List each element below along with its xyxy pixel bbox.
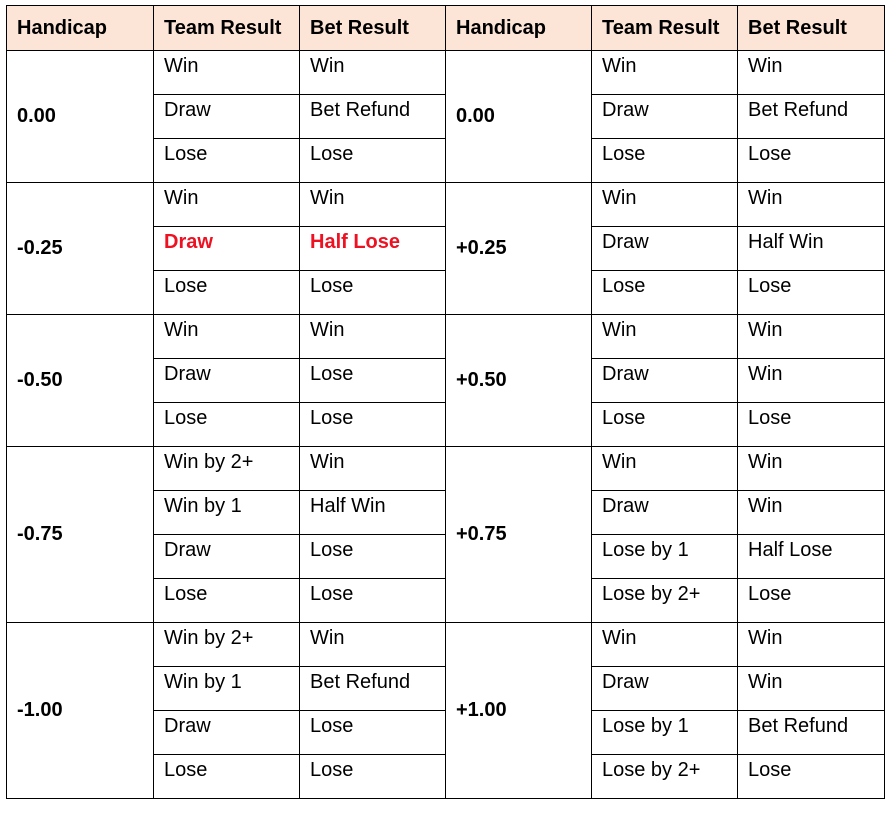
bet-result-cell-left: Lose bbox=[300, 711, 446, 755]
team-result-cell-right: Lose by 1 bbox=[592, 535, 738, 579]
bet-result-cell-right: Half Lose bbox=[738, 535, 885, 579]
handicap-results-table bbox=[6, 5, 885, 799]
team-result-cell-right: Win bbox=[592, 51, 738, 95]
bet-result-cell-right: Win bbox=[738, 359, 885, 403]
team-result-cell-left: Draw bbox=[154, 95, 300, 139]
handicap-cell-right: +0.25 bbox=[446, 183, 592, 315]
team-result-cell-right: Win bbox=[592, 447, 738, 491]
team-result-cell-left: Win bbox=[154, 183, 300, 227]
handicap-cell-left: -0.50 bbox=[7, 315, 154, 447]
team-result-cell-right: Draw bbox=[592, 95, 738, 139]
bet-result-cell-right: Lose bbox=[738, 755, 885, 799]
handicap-cell-left: -0.25 bbox=[7, 183, 154, 315]
bet-result-cell-left: Bet Refund bbox=[300, 95, 446, 139]
team-result-cell-left: Draw bbox=[154, 535, 300, 579]
bet-result-cell-left: Half Win bbox=[300, 491, 446, 535]
bet-result-cell-right: Win bbox=[738, 447, 885, 491]
bet-result-cell-left: Half Lose bbox=[300, 227, 446, 271]
bet-result-cell-right: Win bbox=[738, 315, 885, 359]
team-result-cell-right: Draw bbox=[592, 491, 738, 535]
bet-result-cell-left: Win bbox=[300, 447, 446, 491]
team-result-cell-right: Lose bbox=[592, 403, 738, 447]
table-row bbox=[7, 183, 885, 227]
team-result-cell-right: Lose by 2+ bbox=[592, 755, 738, 799]
team-result-cell-right: Lose by 2+ bbox=[592, 579, 738, 623]
bet-result-cell-right: Half Win bbox=[738, 227, 885, 271]
team-result-cell-left: Win by 2+ bbox=[154, 447, 300, 491]
team-result-cell-right: Lose bbox=[592, 271, 738, 315]
team-result-cell-left: Win bbox=[154, 315, 300, 359]
bet-result-cell-left: Lose bbox=[300, 579, 446, 623]
bet-result-cell-left: Lose bbox=[300, 755, 446, 799]
team-result-cell-left: Draw bbox=[154, 227, 300, 271]
bet-result-cell-left: Lose bbox=[300, 139, 446, 183]
handicap-cell-left: -0.75 bbox=[7, 447, 154, 623]
team-result-cell-right: Draw bbox=[592, 227, 738, 271]
header-bet-result-left: Bet Result bbox=[300, 6, 446, 51]
team-result-cell-left: Lose bbox=[154, 139, 300, 183]
bet-result-cell-left: Win bbox=[300, 623, 446, 667]
header-row bbox=[7, 6, 885, 51]
team-result-cell-right: Draw bbox=[592, 359, 738, 403]
bet-result-cell-right: Win bbox=[738, 183, 885, 227]
handicap-cell-right: 0.00 bbox=[446, 51, 592, 183]
bet-result-cell-left: Win bbox=[300, 51, 446, 95]
team-result-cell-left: Win bbox=[154, 51, 300, 95]
team-result-cell-left: Draw bbox=[154, 359, 300, 403]
team-result-cell-right: Win bbox=[592, 183, 738, 227]
team-result-cell-left: Lose bbox=[154, 271, 300, 315]
bet-result-cell-left: Win bbox=[300, 315, 446, 359]
bet-result-cell-left: Bet Refund bbox=[300, 667, 446, 711]
bet-result-cell-right: Lose bbox=[738, 579, 885, 623]
bet-result-cell-left: Lose bbox=[300, 535, 446, 579]
team-result-cell-left: Lose bbox=[154, 579, 300, 623]
bet-result-cell-left: Lose bbox=[300, 359, 446, 403]
team-result-cell-left: Draw bbox=[154, 711, 300, 755]
handicap-cell-right: +0.75 bbox=[446, 447, 592, 623]
bet-result-cell-right: Lose bbox=[738, 403, 885, 447]
team-result-cell-right: Lose bbox=[592, 139, 738, 183]
header-bet-result-right: Bet Result bbox=[738, 6, 885, 51]
team-result-cell-right: Lose by 1 bbox=[592, 711, 738, 755]
handicap-cell-left: -1.00 bbox=[7, 623, 154, 799]
bet-result-cell-right: Win bbox=[738, 51, 885, 95]
bet-result-cell-right: Bet Refund bbox=[738, 95, 885, 139]
table-row bbox=[7, 447, 885, 491]
table-row bbox=[7, 623, 885, 667]
header-handicap-left: Handicap bbox=[7, 6, 154, 51]
team-result-cell-right: Win bbox=[592, 623, 738, 667]
bet-result-cell-right: Win bbox=[738, 667, 885, 711]
bet-result-cell-left: Lose bbox=[300, 403, 446, 447]
bet-result-cell-right: Win bbox=[738, 491, 885, 535]
header-handicap-right: Handicap bbox=[446, 6, 592, 51]
table-body bbox=[7, 51, 885, 799]
bet-result-cell-left: Lose bbox=[300, 271, 446, 315]
table-row bbox=[7, 51, 885, 95]
handicap-cell-right: +0.50 bbox=[446, 315, 592, 447]
bet-result-cell-right: Win bbox=[738, 623, 885, 667]
bet-result-cell-right: Lose bbox=[738, 139, 885, 183]
header-team-result-left: Team Result bbox=[154, 6, 300, 51]
header-team-result-right: Team Result bbox=[592, 6, 738, 51]
table-row bbox=[7, 315, 885, 359]
team-result-cell-left: Win by 1 bbox=[154, 667, 300, 711]
bet-result-cell-left: Win bbox=[300, 183, 446, 227]
handicap-cell-left: 0.00 bbox=[7, 51, 154, 183]
bet-result-cell-right: Bet Refund bbox=[738, 711, 885, 755]
handicap-cell-right: +1.00 bbox=[446, 623, 592, 799]
team-result-cell-left: Win by 2+ bbox=[154, 623, 300, 667]
team-result-cell-left: Lose bbox=[154, 755, 300, 799]
team-result-cell-right: Win bbox=[592, 315, 738, 359]
bet-result-cell-right: Lose bbox=[738, 271, 885, 315]
team-result-cell-left: Lose bbox=[154, 403, 300, 447]
team-result-cell-right: Draw bbox=[592, 667, 738, 711]
team-result-cell-left: Win by 1 bbox=[154, 491, 300, 535]
